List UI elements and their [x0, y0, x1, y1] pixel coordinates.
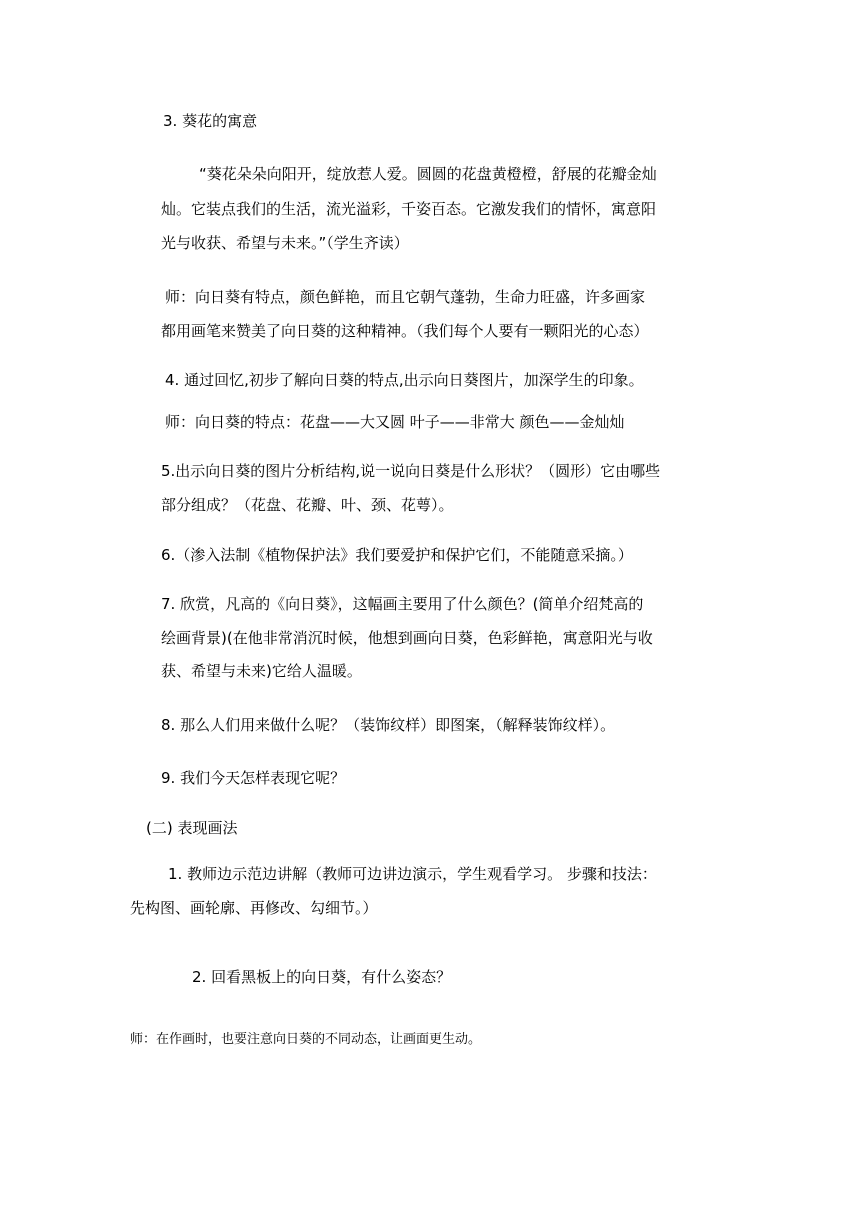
item-7-line-3: 获、希望与未来)它给人温暖。: [161, 662, 362, 680]
item-6: 6.（渗入法制《植物保护法》我们要爱护和保护它们，不能随意采摘。）: [161, 546, 633, 564]
teacher-remark-3: 师：在作画时，也要注意向日葵的不同动态，让画面更生动。: [130, 1032, 482, 1047]
teacher-remark-1-line-1: 师：向日葵有特点，颜色鲜艳，而且它朝气蓬勃，生命力旺盛，许多画家: [165, 288, 646, 306]
item-7-line-2: 绘画背景)(在他非常消沉时候，他想到画向日葵，色彩鲜艳，寓意阳光与收: [161, 629, 653, 647]
step-1-line-2: 先构图、画轮廓、再修改、勾细节。）: [130, 899, 378, 917]
item-7-line-1: 7. 欣赏，凡高的《向日葵》，这幅画主要用了什么颜色？(简单介绍梵高的: [161, 595, 644, 613]
step-1-line-1: 1. 教师边示范边讲解（教师可边讲边演示，学生观看学习。 步骤和技法：: [168, 865, 657, 883]
heading-sunflower-meaning: 3. 葵花的寓意: [163, 112, 258, 130]
section-2-heading: (二) 表现画法: [146, 819, 238, 837]
teacher-remark-1-line-2: 都用画笔来赞美了向日葵的这种精神。（我们每个人要有一颗阳光的心态）: [161, 322, 649, 340]
item-9: 9. 我们今天怎样表现它呢？: [161, 769, 346, 787]
poem-line-3: 光与收获、希望与未来。”（学生齐读）: [161, 234, 409, 252]
item-8: 8. 那么人们用来做什么呢？（装饰纹样）即图案，（解释装饰纹样）。: [161, 716, 616, 734]
step-2: 2. 回看黑板上的向日葵，有什么姿态？: [192, 968, 452, 986]
item-5-line-1: 5.出示向日葵的图片分析结构,说一说向日葵是什么形状？（圆形）它由哪些: [161, 462, 661, 480]
poem-line-2: 灿。它装点我们的生活，流光溢彩，千姿百态。它激发我们的情怀，寓意阳: [161, 200, 657, 218]
item-5-line-2: 部分组成？（花盘、花瓣、叶、颈、花萼）。: [161, 496, 454, 514]
teacher-remark-2: 师：向日葵的特点：花盘——大又圆 叶子——非常大 颜色——金灿灿: [165, 413, 625, 431]
item-4: 4. 通过回忆,初步了解向日葵的特点,出示向日葵图片，加深学生的印象。: [165, 371, 644, 389]
poem-line-1: “葵花朵朵向阳开，绽放惹人爱。圆圆的花盘黄橙橙，舒展的花瓣金灿: [199, 165, 657, 183]
